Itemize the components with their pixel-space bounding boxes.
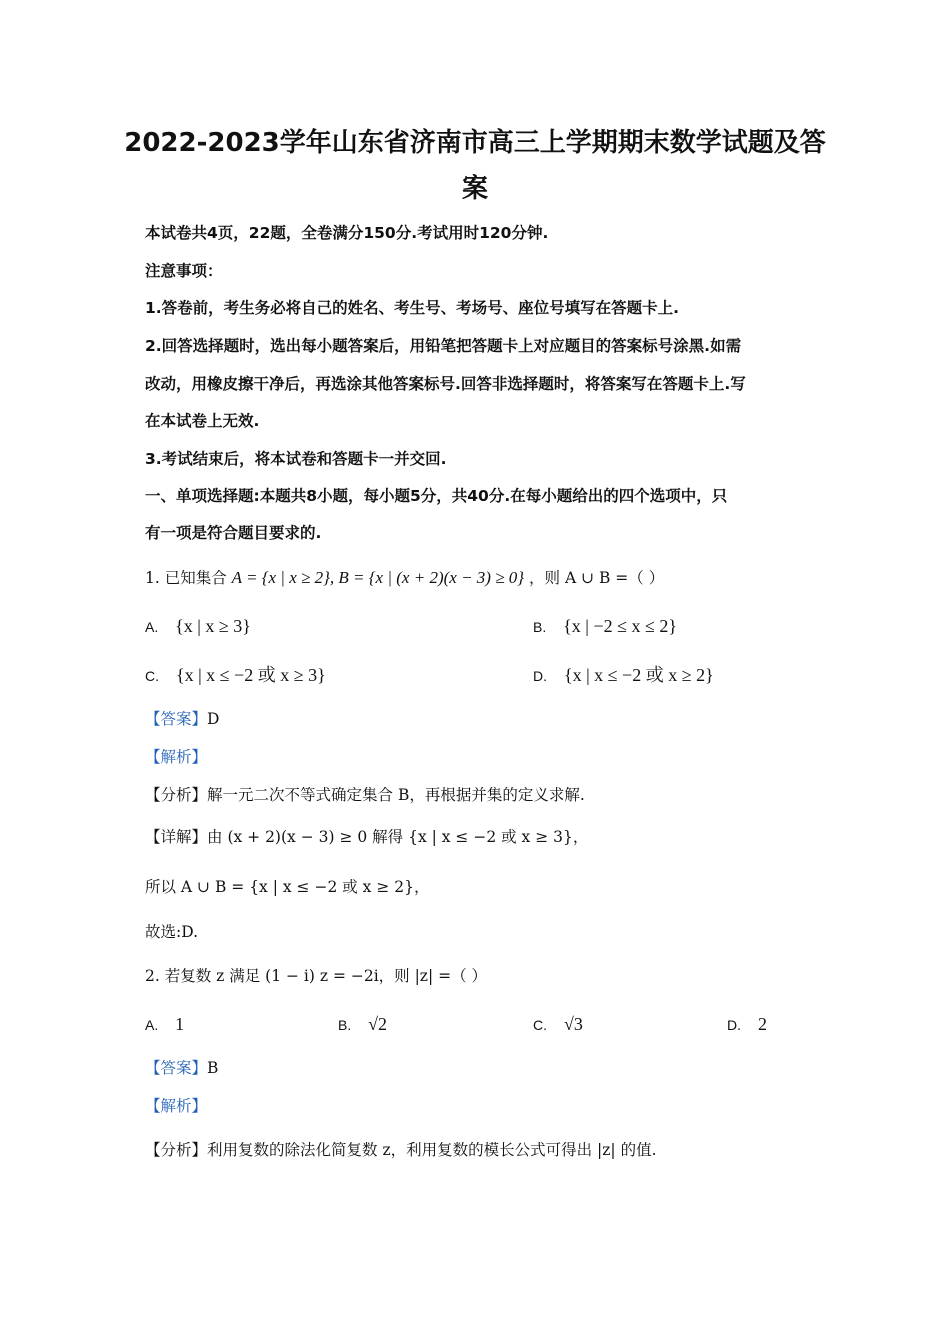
fenxi-text: 解一元二次不等式确定集合 B，再根据并集的定义求解. [207,786,585,804]
notice-item-2-line-1: 2.回答选择题时，选出每小题答案后，用铅笔把答题卡上对应题目的答案标号涂黑.如需 [145,337,742,355]
question-2-stem: 2. 若复数 z 满足 (1 − i) z = −2i，则 |z| =（ ） [145,967,488,985]
option-text: √2 [368,1014,388,1034]
notice-item-1: 1.答卷前，考生务必将自己的姓名、考生号、考场号、座位号填写在答题卡上. [145,299,680,317]
option-text: {x | x ≤ −2 或 x ≥ 3} [175,665,326,685]
option-text: 1 [175,1014,185,1034]
question-1-xiangjie [145,826,588,848]
question-1-option-a [145,615,251,638]
xiangjie-tag: 【详解】 [145,828,208,846]
question-1-answer [145,708,219,730]
question-1-fenxi [145,784,585,806]
option-label: D. [533,668,547,684]
notice-item-2-line-2: 改动，用橡皮擦干净后，再选涂其他答案标号.回答非选择题时，将答案写在答题卡上.写 [145,375,746,393]
question-2-fenxi [145,1139,657,1161]
option-label: B. [533,619,547,635]
section-heading-line-2: 有一项是符合题目要求的. [145,524,322,542]
fenxi-tag: 【分析】 [145,786,208,804]
question-1-option-d [533,664,714,687]
question-1-prefix: 1. 已知集合 [145,569,227,587]
question-1-choice: 故选:D. [145,923,199,941]
answer-value: B [207,1059,219,1077]
option-text: √3 [563,1014,583,1034]
question-1-math: A = {x | x ≥ 2}, B = {x | (x + 2)(x − 3) ≥ 0} [231,568,525,587]
option-label: D. [727,1017,741,1033]
option-label: C. [533,1017,547,1033]
title-line-1: 2022-2023学年山东省济南市高三上学期期末数学试题及答 [124,128,826,158]
answer-tag: 【答案】 [145,1059,208,1077]
option-label: B. [338,1017,352,1033]
fenxi-text: 利用复数的除法化简复数 z，利用复数的模长公式可得出 |z| 的值. [207,1141,657,1159]
question-2-answer [145,1057,218,1079]
option-label: A. [145,619,159,635]
notice-item-2-line-3: 在本试卷上无效. [145,412,260,430]
question-1-conclusion: 所以 A ∪ B = {x | x ≤ −2 或 x ≥ 2}， [145,878,430,896]
question-1-option-b [533,615,677,638]
fenxi-tag: 【分析】 [145,1141,208,1159]
xiangjie-text: 由 (x + 2)(x − 3) ≥ 0 解得 {x | x ≤ −2 或 x ≥ 3}， [207,828,589,846]
answer-value: D [207,710,220,728]
option-label: C. [145,668,159,684]
question-2-analysis-tag: 【解析】 [145,1097,208,1115]
option-text: {x | x ≥ 3} [175,616,251,636]
notice-heading: 注意事项： [145,262,223,280]
question-1-suffix: ，则 A ∪ B =（ ） [529,569,665,587]
section-heading-line-1: 一、单项选择题:本题共8小题，每小题5分，共40分.在每小题给出的四个选项中，只 [145,487,728,505]
document-title [100,120,850,212]
question-1-stem [145,567,664,589]
option-text: {x | −2 ≤ x ≤ 2} [563,616,677,636]
notice-item-3: 3.考试结束后，将本试卷和答题卡一并交回. [145,450,447,468]
option-text: 2 [757,1014,767,1034]
question-1-analysis-tag: 【解析】 [145,748,208,766]
question-2-option-c [533,1013,583,1036]
question-2-option-a [145,1013,184,1036]
title-line-2: 案 [461,174,488,204]
question-1-option-c [145,664,326,687]
answer-tag: 【答案】 [145,710,208,728]
option-label: A. [145,1017,159,1033]
question-2-option-d [727,1013,767,1036]
intro-text: 本试卷共4页，22题，全卷满分150分.考试用时120分钟. [145,224,549,242]
question-2-option-b [338,1013,387,1036]
option-text: {x | x ≤ −2 或 x ≥ 2} [563,665,714,685]
